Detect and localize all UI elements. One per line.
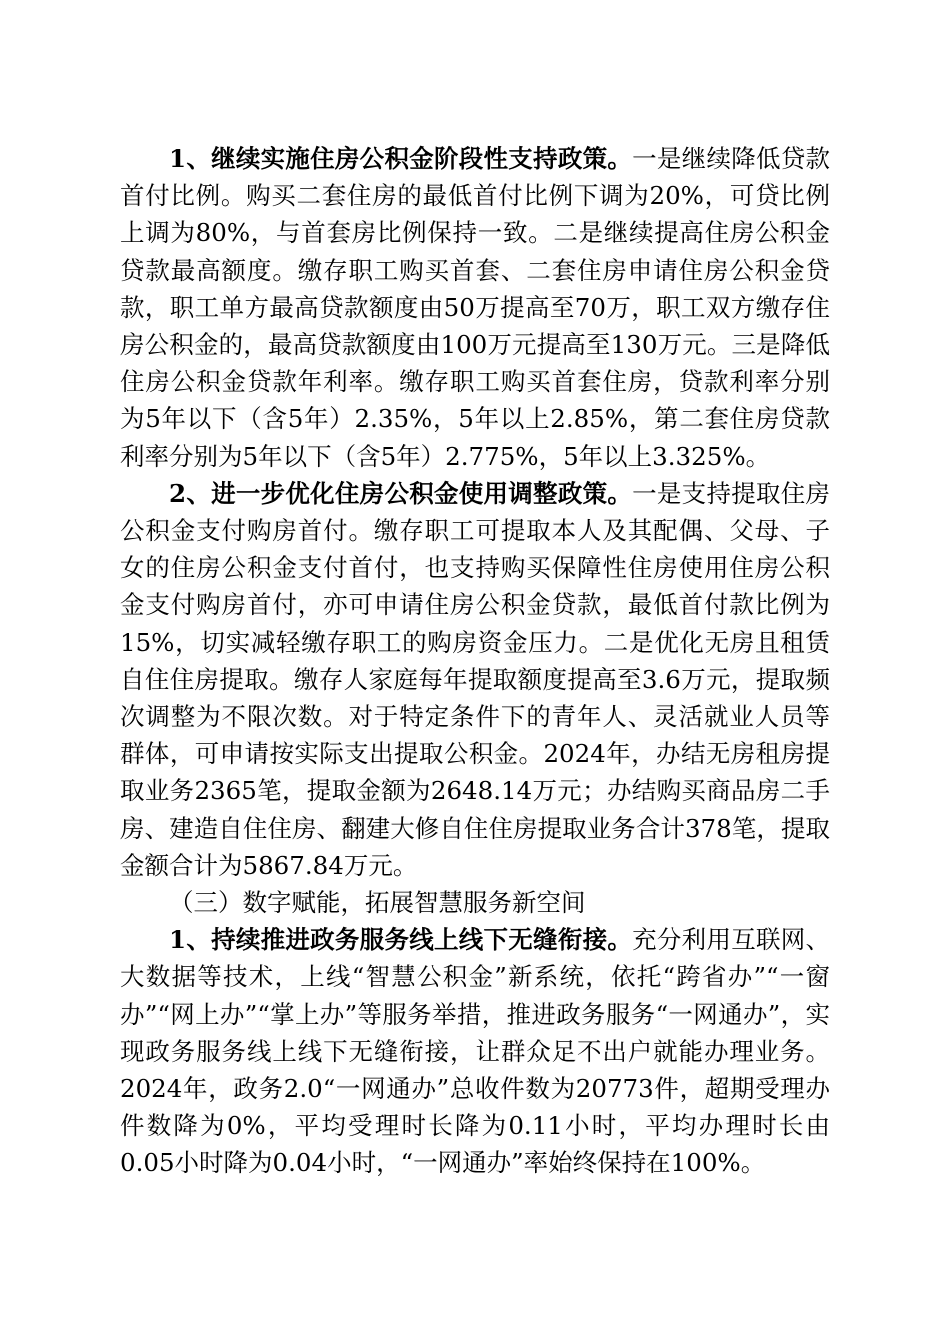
paragraph-text: 充分利用互联网、大数据等技术，上线“智慧公积金”新系统，依托“跨省办”“一窗办”“网上办”“掌上办”等服务举措，推进政务服务“一网通办”，实现政务服务线上线下无缝衔接，让群众足不出户就能办理业务。2024年，政务2.0“一网通办”总收件数为20773件，超期受理办件数降为0%，平均受理时长降为0.11小时，平均办理时长由0.05小时降为0.04小时，“一网通办”率始终保持在100%。	[120, 925, 831, 1178]
paragraph-heading: 1、持续推进政务服务线上线下无缝衔接。	[169, 925, 633, 955]
paragraph-heading: 1、继续实施住房公积金阶段性支持政策。	[169, 144, 633, 173]
paragraph-text: 一是支持提取住房公积金支付购房首付。缴存职工可提取本人及其配偶、父母、子女的住房公积金支付首付，也支持购买保障性住房使用住房公积金支付购房首付，亦可申请住房公积金贷款，最低首付款比例为15%，切实减轻缴存职工的购房资金压力。二是优化无房且租赁自住住房提取。缴存人家庭每年提取额度提高至3.6万元，提取频次调整为不限次数。对于特定条件下的青年人、灵活就业人员等群体，可申请按实际支出提取公积金。2024年，办结无房租房提取业务2365笔，提取金额为2648.14万元；办结购买商品房二手房、建造自住住房、翻建大修自住住房提取业务合计378笔，提取金额合计为5867.84万元。	[120, 478, 831, 880]
paragraph-heading: 2、进一步优化住房公积金使用调整政策。	[169, 478, 633, 508]
paragraph-policy-support	[120, 140, 830, 475]
paragraph-online-service	[120, 921, 830, 1181]
paragraph-text: 一是继续降低贷款首付比例。购买二套住房的最低首付比例下调为20%，可贷比例上调为80%，与首套房比例保持一致。二是继续提高住房公积金贷款最高额度。缴存职工购买首套、二套住房申请住房公积金贷款，职工单方最高贷款额度由50万提高至70万，职工双方缴存住房公积金的，最高贷款额度由100万元提高至130万元。三是降低住房公积金贷款年利率。缴存职工购买首套住房，贷款利率分别为5年以下（含5年）2.35%，5年以上2.85%，第二套住房贷款利率分别为5年以下（含5年）2.775%，5年以上3.325%。	[120, 144, 831, 471]
document-body	[120, 140, 830, 1182]
section-title: （三）数字赋能，拓展智慧服务新空间	[169, 888, 586, 918]
paragraph-usage-policy	[120, 475, 830, 884]
